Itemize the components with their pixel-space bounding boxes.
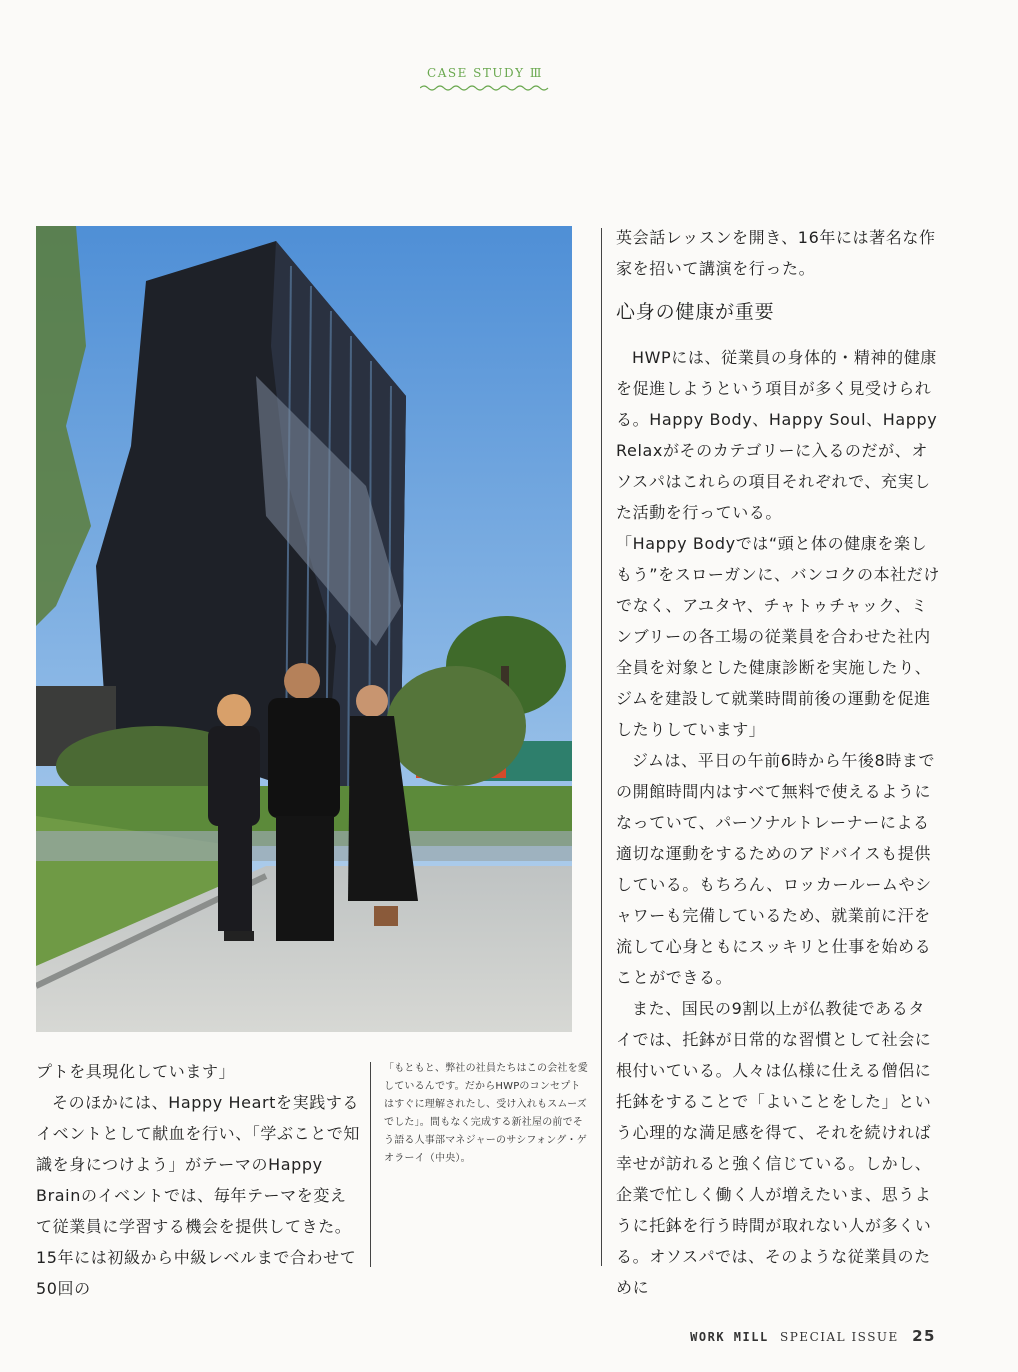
- right-paragraph-4: また、国民の9割以上が仏教徒であるタイでは、托鉢が日常的な習慣として社会に根付いている。人々は仏様に仕える僧侶に托鉢をすることで「よいことをした」という心理的な満足感を得て、それを続ければ幸せが訪れると強く信じている。しかし、企業で忙しく働く人が増えたいま、思うように托鉢を行う時間が取れない人が多くいる。オソスパでは、そのような従業員のために: [616, 999, 932, 1297]
- section-label: CASE STUDY Ⅲ: [427, 66, 543, 80]
- right-paragraph-2: 「Happy Bodyでは“頭と体の健康を楽しもう”をスローガンに、バンコクの本社だけでなく、アユタヤ、チャトゥチャック、ミンブリーの各工場の従業員を合わせた社内全員を対象とした健康診断を実施したり、ジムを建設して就業時間前後の運動を促進したりしています」: [616, 534, 940, 739]
- issue-name: SPECIAL ISSUE: [780, 1330, 899, 1344]
- building-photo: [36, 226, 572, 1032]
- photo-caption: 「もともと、弊社の社員たちはこの会社を愛しているんです。だからHWPのコンセプトはすぐに理解されたし、受け入れもスムーズでした」。間もなく完成する新社屋の前でそう語る人事部マネジャーのサシフォング・ゲオラーイ（中央）。: [384, 1063, 588, 1164]
- photo-illustration: [36, 226, 572, 1032]
- page-footer: [690, 1327, 936, 1345]
- page-number: 25: [912, 1327, 936, 1345]
- running-header: [400, 66, 570, 92]
- right-paragraph-1: HWPには、従業員の身体的・精神的健康を促進しようという項目が多く見受けられる。Happy Body、Happy Soul、Happy Relaxがそのカテゴリーに入るのだが、オソスパはこれらの項目それぞれで、充実した活動を行っている。: [616, 348, 938, 522]
- person-center: [268, 663, 340, 941]
- right-column: [616, 222, 940, 1303]
- wavy-underline: [420, 84, 550, 92]
- magazine-name: WORK MILL: [690, 1330, 769, 1344]
- right-paragraph-0: 英会話レッスンを開き、16年には著名な作家を招いて講演を行った。: [616, 228, 936, 278]
- section-heading: 心身の健康が重要: [616, 301, 775, 323]
- divider-right: [601, 228, 602, 1266]
- right-paragraph-3: ジムは、平日の午前6時から午後8時までの開館時間内はすべて無料で使えるようになっていて、パーソナルトレーナーによる適切な運動をするためのアドバイスも提供している。もちろん、ロッカールームやシャワーも完備しているため、就業前に汗を流して心身ともにスッキリと仕事を始めることができる。: [616, 751, 936, 987]
- left-column: [36, 1056, 360, 1304]
- divider-left: [370, 1062, 371, 1267]
- left-paragraph-2: そのほかには、Happy Heartを実践するイベントとして献血を行い、「学ぶことで知識を身につけよう」がテーマのHappy Brainのイベントでは、毎年テーマを変えて従業員に学習する機会を提供してきた。15年には初級から中級レベルまで合わせて50回の: [36, 1093, 361, 1298]
- left-paragraph-1: プトを具現化しています」: [36, 1062, 236, 1081]
